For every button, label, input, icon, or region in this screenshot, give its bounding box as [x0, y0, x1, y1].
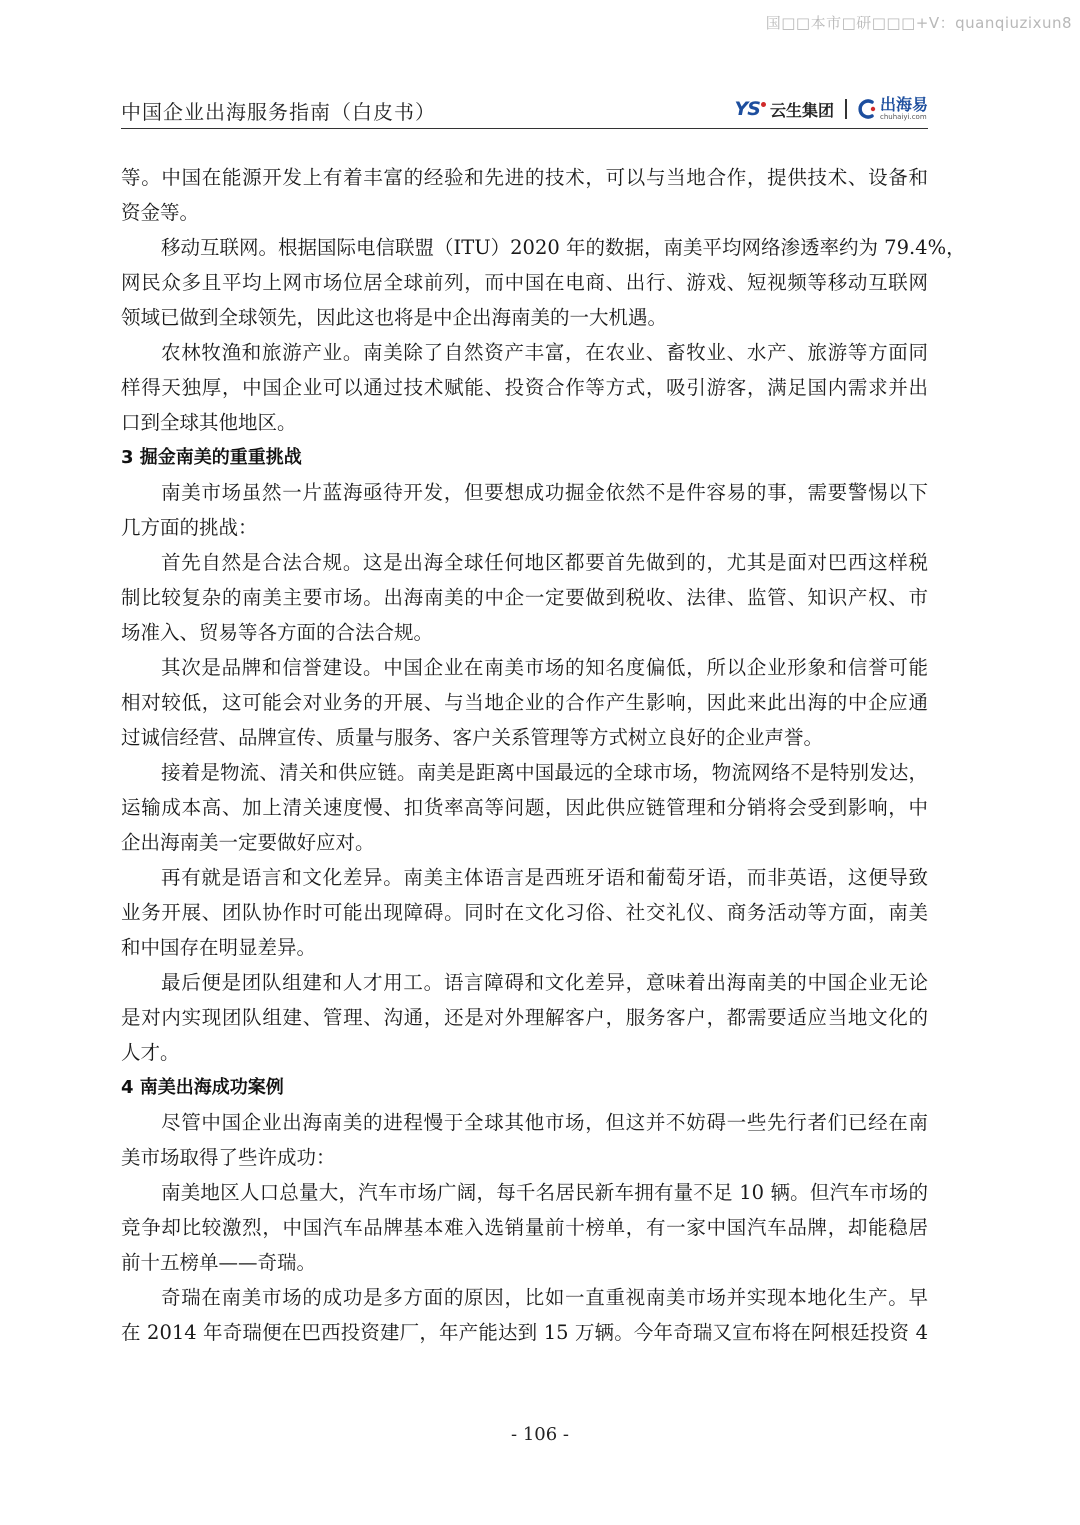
body-text-line: 农林牧渔和旅游产业。南美除了自然资产丰富，在农业、畜牧业、水产、旅游等方面同	[161, 341, 928, 364]
body-text-line: 在 2014 年奇瑞便在巴西投资建厂，年产能达到 15 万辆。今年奇瑞又宣布将在阿根廷投资 4	[121, 1321, 928, 1344]
ys-dot-icon	[761, 102, 766, 107]
ys-logo-text: 云生集团	[769, 100, 834, 120]
body-text-line: 尽管中国企业出海南美的进程慢于全球其他市场，但这并不妨碍一些先行者们已经在南	[161, 1111, 928, 1134]
body-text-line: 南美地区人口总量大，汽车市场广阔，每千名居民新车拥有量不足 10 辆。但汽车市场的	[161, 1181, 928, 1204]
body-text-line: 制比较复杂的南美主要市场。出海南美的中企一定要做到税收、法律、监管、知识产权、市	[121, 586, 928, 609]
body-text-line: 美市场取得了些许成功：	[121, 1146, 336, 1169]
body-text-line: 最后便是团队组建和人才用工。语言障碍和文化差异，意味着出海南美的中国企业无论	[161, 971, 928, 994]
document-title: 中国企业出海服务指南（白皮书）	[121, 100, 436, 124]
page-header	[121, 94, 928, 129]
body-text-line: 运输成本高、加上清关速度慢、扣货率高等问题，因此供应链管理和分销将会受到影响，中	[121, 796, 928, 819]
body-text-line: 是对内实现团队组建、管理、沟通，还是对外理解客户，服务客户，都需要适应当地文化的	[121, 1006, 928, 1029]
chuhaiyi-mark-icon	[856, 98, 878, 120]
body-text-line: 场准入、贸易等各方面的合法合规。	[121, 621, 434, 644]
body-text-line: 口到全球其他地区。	[121, 411, 297, 434]
header-logos	[735, 94, 928, 124]
body-text-line: 奇瑞在南美市场的成功是多方面的原因，比如一直重视南美市场并实现本地化生产。早	[161, 1286, 928, 1309]
body-text-line: 其次是品牌和信誉建设。中国企业在南美市场的知名度偏低，所以企业形象和信誉可能	[161, 656, 928, 679]
body-text-line: 业务开展、团队协作时可能出现障碍。同时在文化习俗、社交礼仪、商务活动等方面，南美	[121, 901, 928, 924]
body-text-line: 领域已做到全球领先，因此这也将是中企出海南美的一大机遇。	[121, 306, 668, 329]
body-text-line: 人才。	[121, 1041, 180, 1064]
chuhaiyi-logo-text: 出海易	[879, 95, 928, 114]
body-text-line: 样得天独厚，中国企业可以通过技术赋能、投资合作等方式，吸引游客，满足国内需求并出	[121, 376, 928, 399]
body-text-line: 南美市场虽然一片蓝海亟待开发，但要想成功掘金依然不是件容易的事，需要警惕以下	[161, 481, 928, 504]
body-text-line: 移动互联网。根据国际电信联盟（ITU）2020 年的数据，南美平均网络渗透率约为 79.4%，	[161, 236, 966, 259]
body-text-line: 前十五榜单——奇瑞。	[121, 1251, 317, 1274]
body-text-line: 资金等。	[121, 201, 200, 224]
document-body	[121, 160, 966, 1350]
body-text-line: 网民众多且平均上网市场位居全球前列，而中国在电商、出行、游戏、短视频等移动互联网	[121, 271, 928, 294]
body-text-line: 首先自然是合法合规。这是出海全球任何地区都要首先做到的，尤其是面对巴西这样税	[161, 551, 928, 574]
body-text-line: 竞争却比较激烈，中国汽车品牌基本难入选销量前十榜单，有一家中国汽车品牌，却能稳居	[121, 1216, 928, 1239]
section-heading: 3 掘金南美的重重挑战	[121, 447, 302, 468]
section-heading: 4 南美出海成功案例	[121, 1077, 284, 1098]
body-text-line: 和中国存在明显差异。	[121, 936, 317, 959]
body-text-line: 等。中国在能源开发上有着丰富的经验和先进的技术，可以与当地合作，提供技术、设备和	[121, 166, 928, 189]
chuhaiyi-logo-url: chuhaiyi.com	[879, 113, 927, 121]
watermark-text: 国□□本市□研□□□+V：quanqiuzixun8	[765, 14, 1072, 32]
yunsheng-logo	[735, 98, 834, 121]
body-text-line: 相对较低，这可能会对业务的开展、与当地企业的合作产生影响，因此来此出海的中企应通	[121, 691, 928, 714]
logo-divider	[845, 99, 847, 119]
body-text-line: 再有就是语言和文化差异。南美主体语言是西班牙语和葡萄牙语，而非英语，这便导致	[161, 866, 928, 889]
body-text-line: 企出海南美一定要做好应对。	[121, 831, 375, 854]
ys-mark: YS	[734, 98, 760, 120]
page-number: - 106 -	[511, 1424, 569, 1445]
body-text-line: 过诚信经营、品牌宣传、质量与服务、客户关系管理等方式树立良好的企业声誉。	[121, 726, 824, 749]
body-text-line: 接着是物流、清关和供应链。南美是距离中国最远的全球市场，物流网络不是特别发达，	[161, 761, 928, 784]
body-text-line: 几方面的挑战：	[121, 516, 258, 539]
chuhaiyi-logo	[856, 97, 928, 121]
